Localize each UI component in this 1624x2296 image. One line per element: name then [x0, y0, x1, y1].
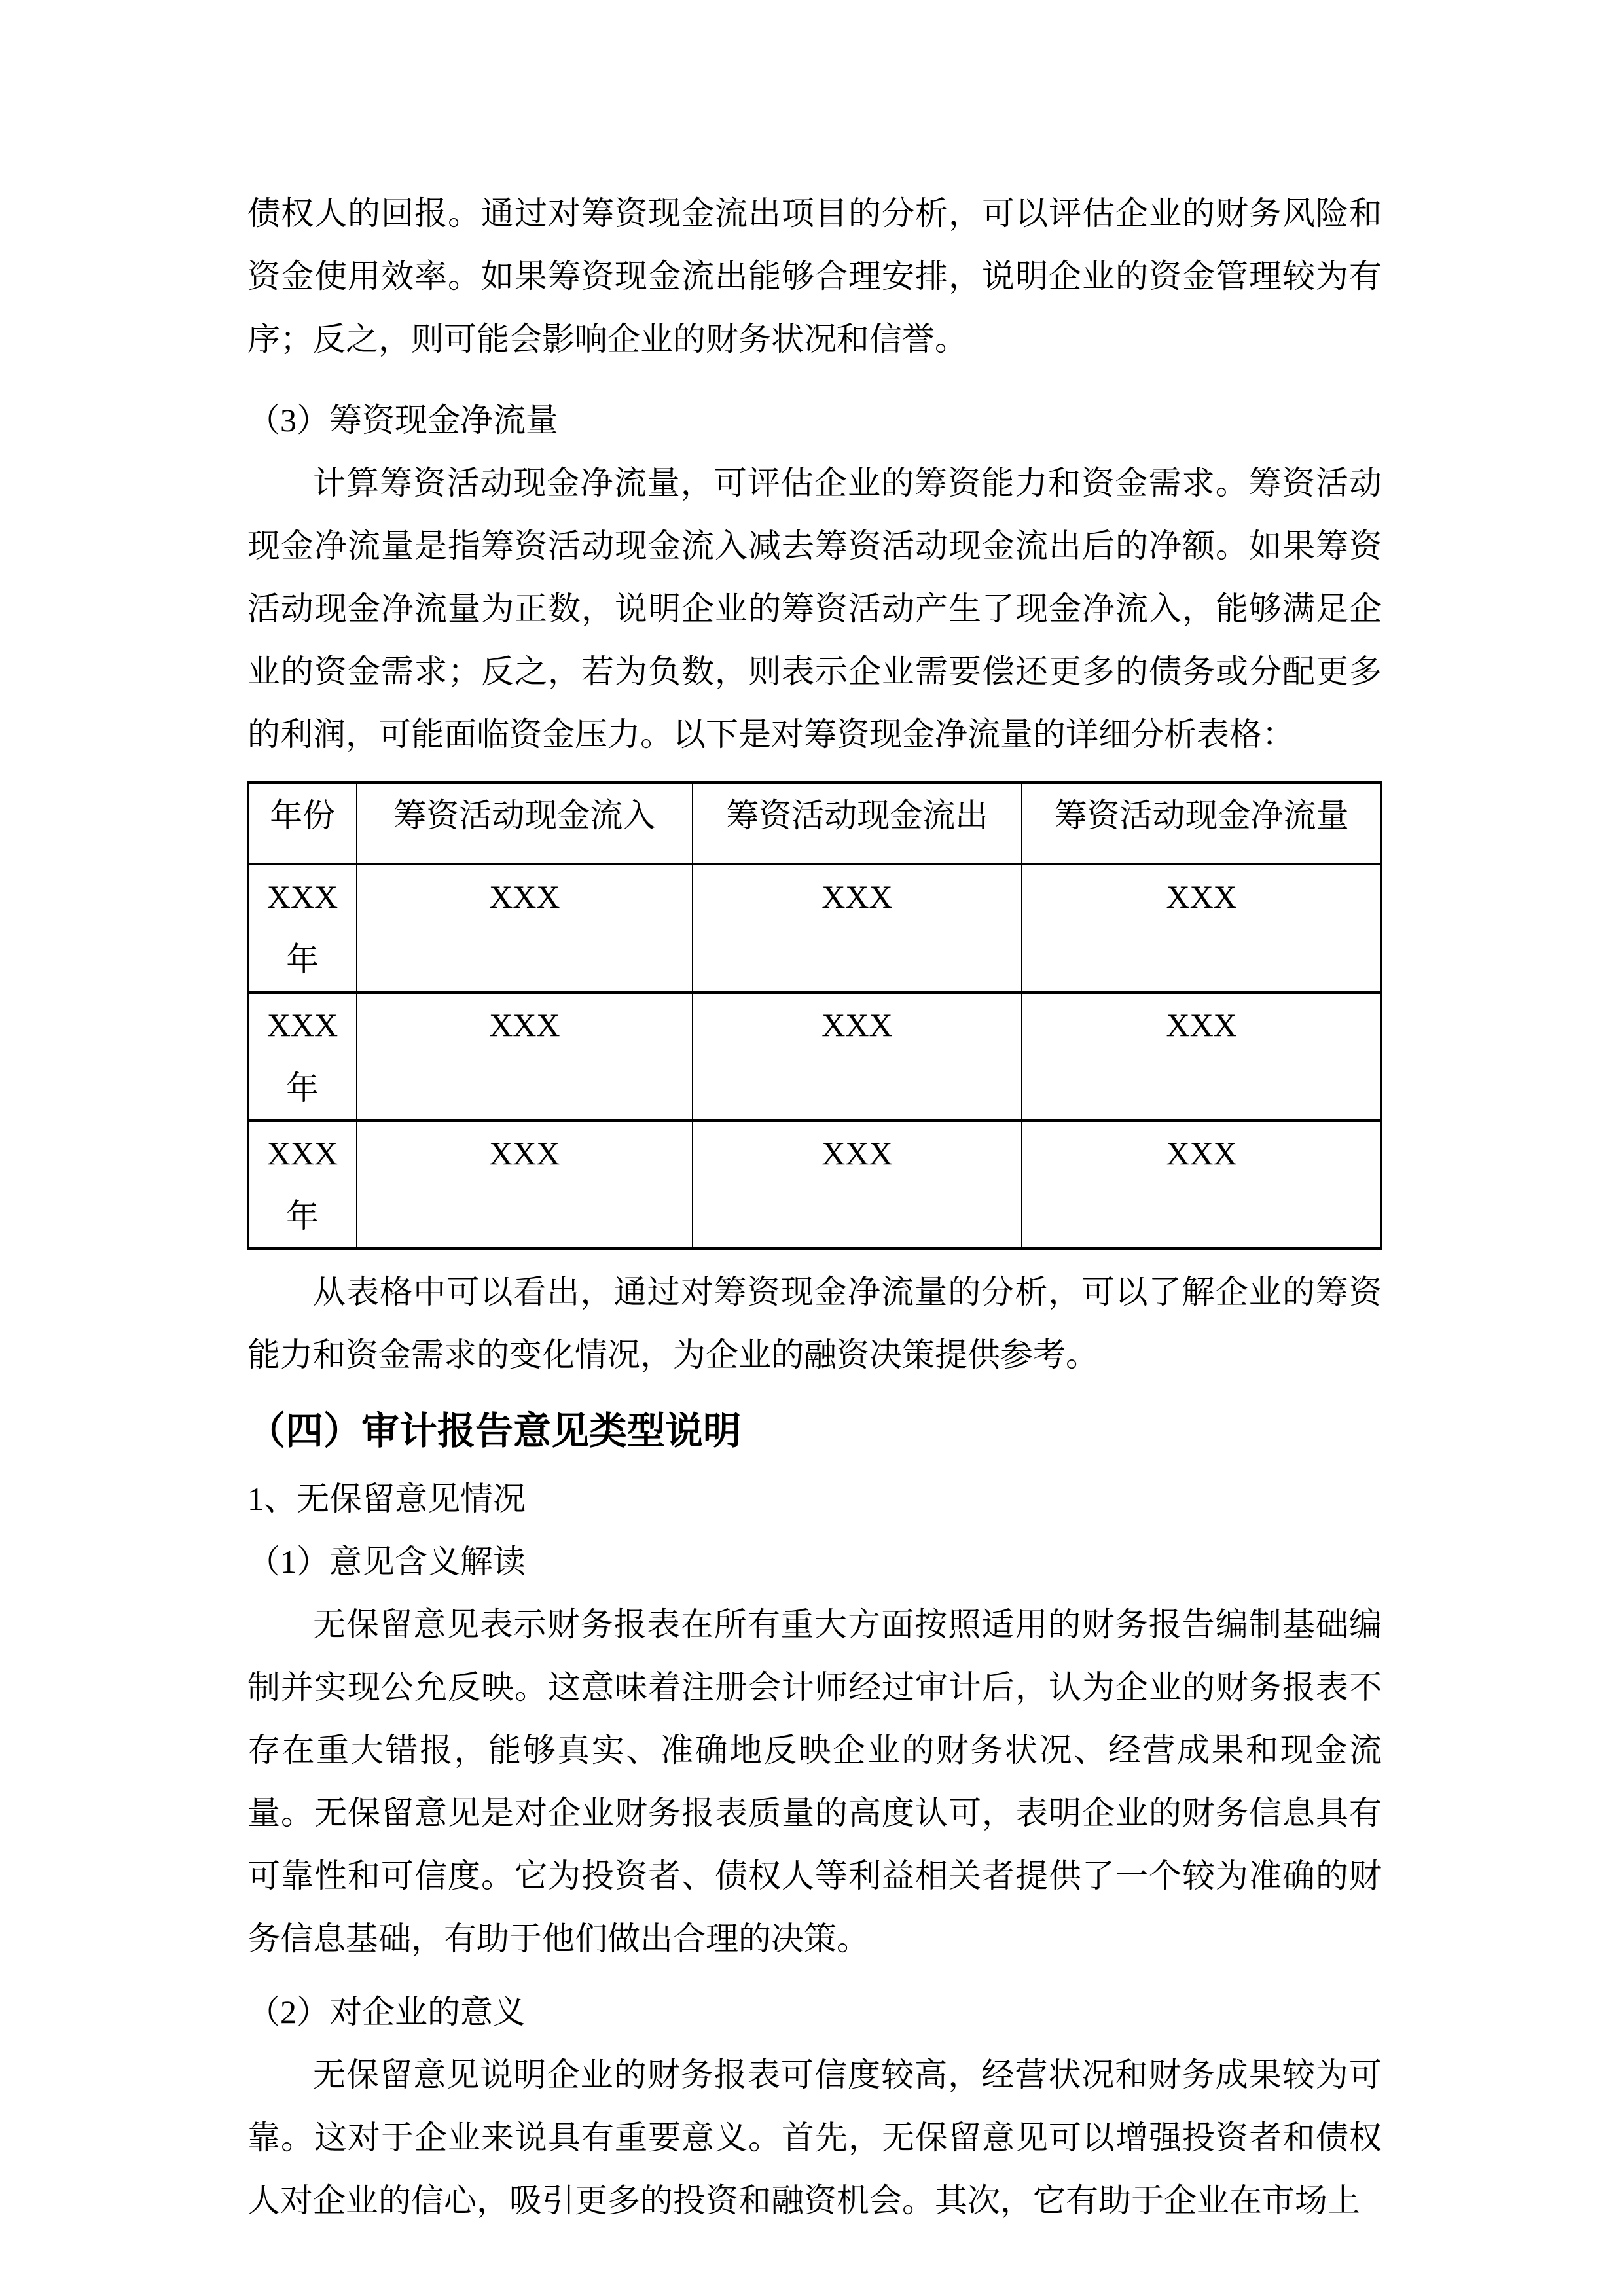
table-header-row — [248, 783, 1381, 864]
table-cell-netflow: XXX — [1022, 992, 1381, 1121]
table-header-net-flow: 筹资活动现金净流量 — [1022, 783, 1381, 864]
table-header-year: 年份 — [248, 783, 357, 864]
subheading-financing-net-cash-flow: （3）筹资现金净流量 — [247, 402, 558, 439]
table-cell-year: XXX 年 — [248, 864, 357, 992]
table-cell-netflow: XXX — [1022, 864, 1381, 992]
table-cell-year: XXX 年 — [248, 992, 357, 1121]
page-content — [247, 182, 1382, 2232]
table-cell-year: XXX 年 — [248, 1121, 357, 1249]
table-cell-inflow: XXX — [357, 992, 692, 1121]
paragraph-financing-net-cash-flow-analysis: 计算筹资活动现金净流量，可评估企业的筹资能力和资金需求。筹资活动现金净流量是指筹资活动现金流入减去筹资活动现金流出后的净额。如果筹资活动现金净流量为正数，说明企业的筹资活动产生了现金净流入，能够满足企业的资金需求；反之，若为负数，则表示企业需要偿还更多的债务或分配更多的利润，可能面临资金压力。以下是对筹资现金净流量的详细分析表格： — [247, 465, 1382, 753]
table-row — [248, 1121, 1381, 1249]
paragraph-table-conclusion: 从表格中可以看出，通过对筹资现金净流量的分析，可以了解企业的筹资能力和资金需求的变化情况，为企业的融资决策提供参考。 — [247, 1274, 1382, 1373]
table-row — [248, 992, 1381, 1121]
table-header-cash-outflow: 筹资活动现金流出 — [693, 783, 1022, 864]
table-cell-outflow: XXX — [693, 992, 1022, 1121]
paragraph-creditor-return-continued: 债权人的回报。通过对筹资现金流出项目的分析，可以评估企业的财务风险和资金使用效率。如果筹资现金流出能够合理安排，说明企业的资金管理较为有序；反之，则可能会影响企业的财务状况和信誉。 — [247, 195, 1382, 357]
table-cell-inflow: XXX — [357, 1121, 692, 1249]
paragraph-enterprise-significance: 无保留意见说明企业的财务报表可信度较高，经营状况和财务成果较为可靠。这对于企业来说具有重要意义。首先，无保留意见可以增强投资者和债权人对企业的信心，吸引更多的投资和融资机会。其次，它有助于企业在市场上 — [247, 2056, 1382, 2219]
table-cell-inflow: XXX — [357, 864, 692, 992]
table-cell-outflow: XXX — [693, 1121, 1022, 1249]
section-heading-audit-opinion-types: （四）审计报告意见类型说明 — [247, 1410, 742, 1452]
table-header-cash-inflow: 筹资活动现金流入 — [357, 783, 692, 864]
subheading-enterprise-significance: （2）对企业的意义 — [247, 1994, 526, 2030]
table-row — [248, 864, 1381, 992]
subheading-opinion-meaning: （1）意见含义解读 — [247, 1543, 526, 1580]
financing-cash-flow-table — [247, 781, 1382, 1250]
subheading-unqualified-opinion: 1、无保留意见情况 — [247, 1480, 526, 1517]
table-cell-netflow: XXX — [1022, 1121, 1381, 1249]
paragraph-opinion-meaning: 无保留意见表示财务报表在所有重大方面按照适用的财务报告编制基础编制并实现公允反映。这意味着注册会计师经过审计后，认为企业的财务报表不存在重大错报，能够真实、准确地反映企业的财务状况、经营成果和现金流量。无保留意见是对企业财务报表质量的高度认可，表明企业的财务信息具有可靠性和可信度。它为投资者、债权人等利益相关者提供了一个较为准确的财务信息基础，有助于他们做出合理的决策。 — [247, 1606, 1382, 1957]
table-cell-outflow: XXX — [693, 864, 1022, 992]
